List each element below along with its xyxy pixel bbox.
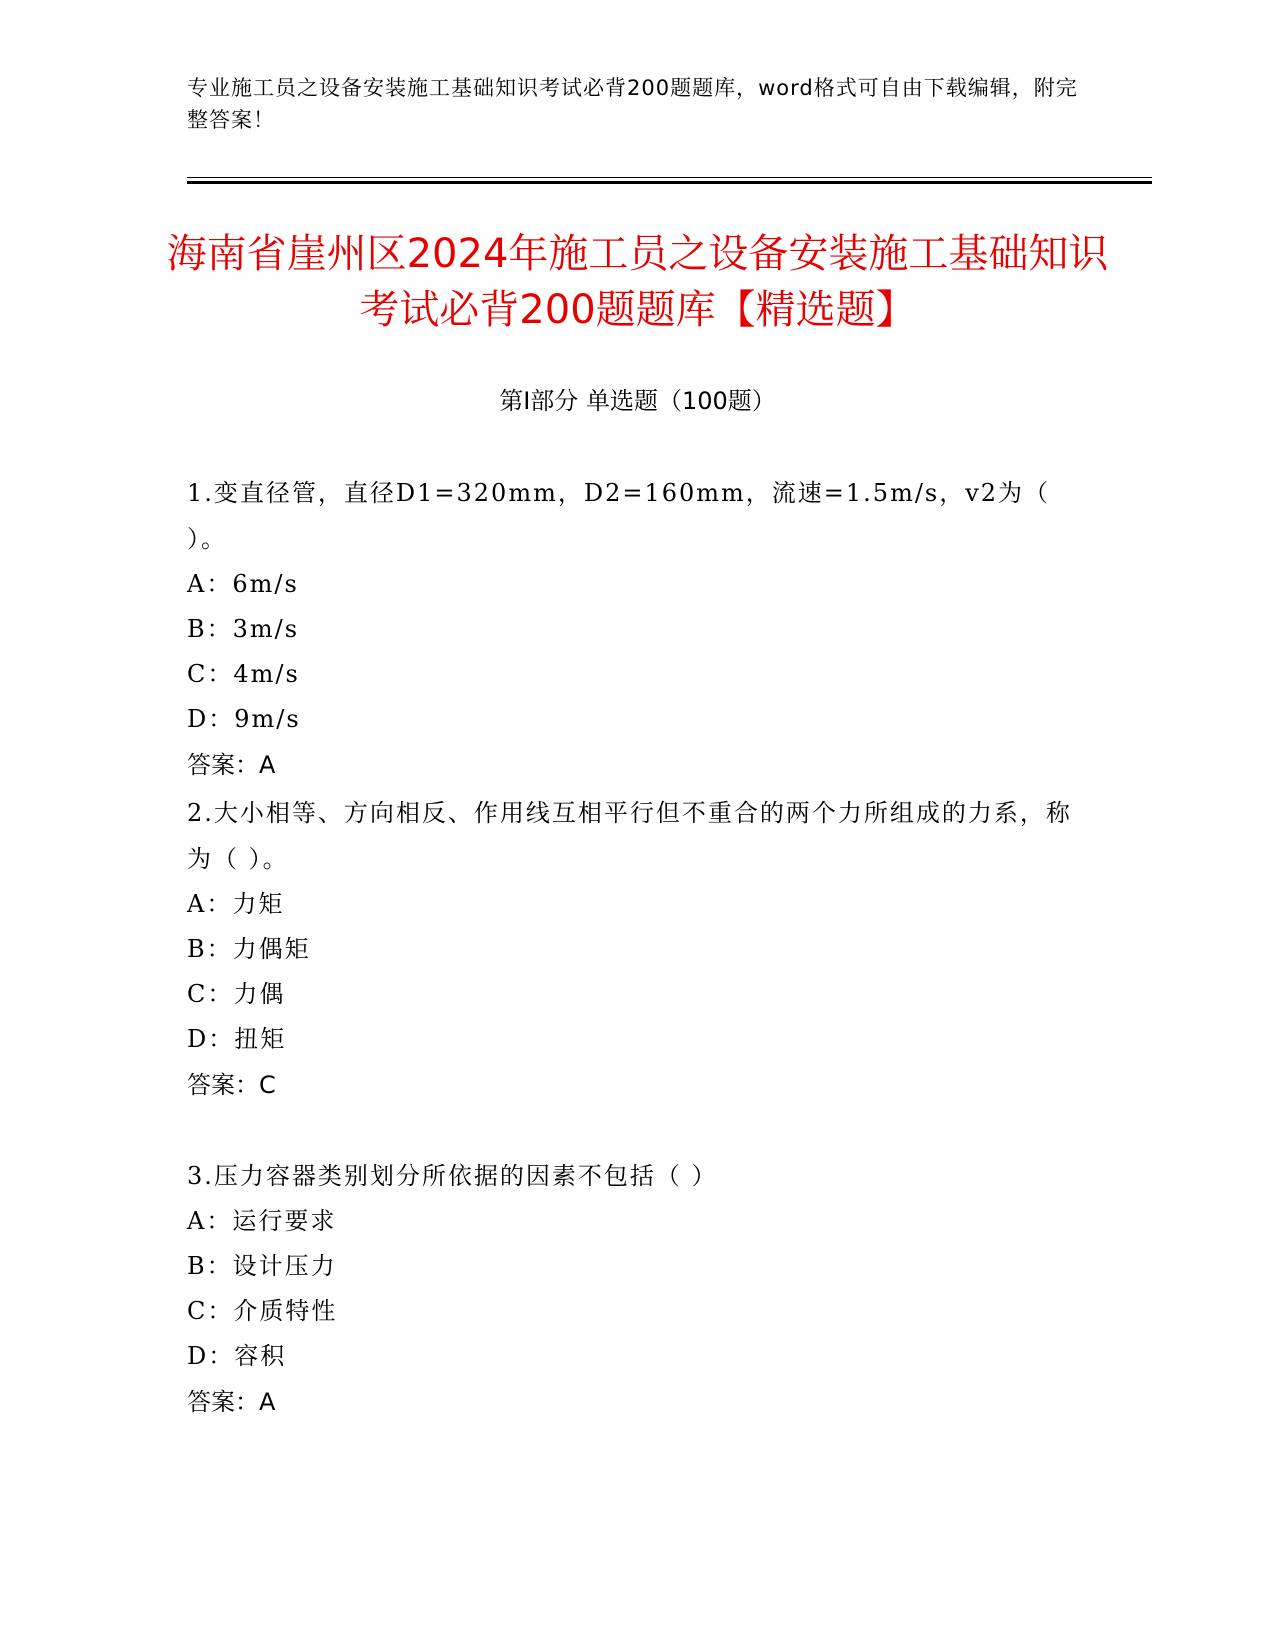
option-d: D：扭矩 [187,1025,287,1053]
section-heading: 第I部分 单选题（100题） [499,387,776,415]
option-d: D：容积 [187,1342,287,1370]
header-divider-thin [187,177,1152,178]
option-c: C：4m/s [187,660,300,688]
answer: 答案：A [187,1388,276,1416]
option-b: B：设计压力 [187,1252,337,1280]
document-title: 海南省崖州区2024年施工员之设备安装施工基础知识考试必背200题题库【精选题】 [166,231,1109,333]
option-a: A：运行要求 [187,1207,337,1235]
option-b: B：3m/s [187,615,300,643]
question-3 [187,1153,1087,1425]
option-c: C：介质特性 [187,1297,338,1325]
header-note: 专业施工员之设备安装施工基础知识考试必背200题题库，word格式可自由下载编辑，附完整答案！ [187,76,1078,132]
option-a: A：力矩 [187,890,285,918]
option-b: B：力偶矩 [187,935,311,963]
option-d: D：9m/s [187,705,301,733]
question-stem: 3.压力容器类别划分所依据的因素不包括（ ） [187,1162,718,1190]
option-c: C：力偶 [187,980,286,1008]
question-stem: 1.变直径管，直径D1=320mm，D2=160mm，流速=1.5m/s，v2为（ ）。 [187,479,1051,553]
header-divider-thick [187,181,1152,184]
question-2 [187,790,1087,1108]
answer: 答案：C [187,1071,276,1099]
question-1 [187,470,1087,788]
answer: 答案：A [187,751,276,779]
option-a: A：6m/s [187,570,299,598]
question-stem: 2.大小相等、方向相反、作用线互相平行但不重合的两个力所组成的力系，称为（ ）。 [187,799,1072,873]
